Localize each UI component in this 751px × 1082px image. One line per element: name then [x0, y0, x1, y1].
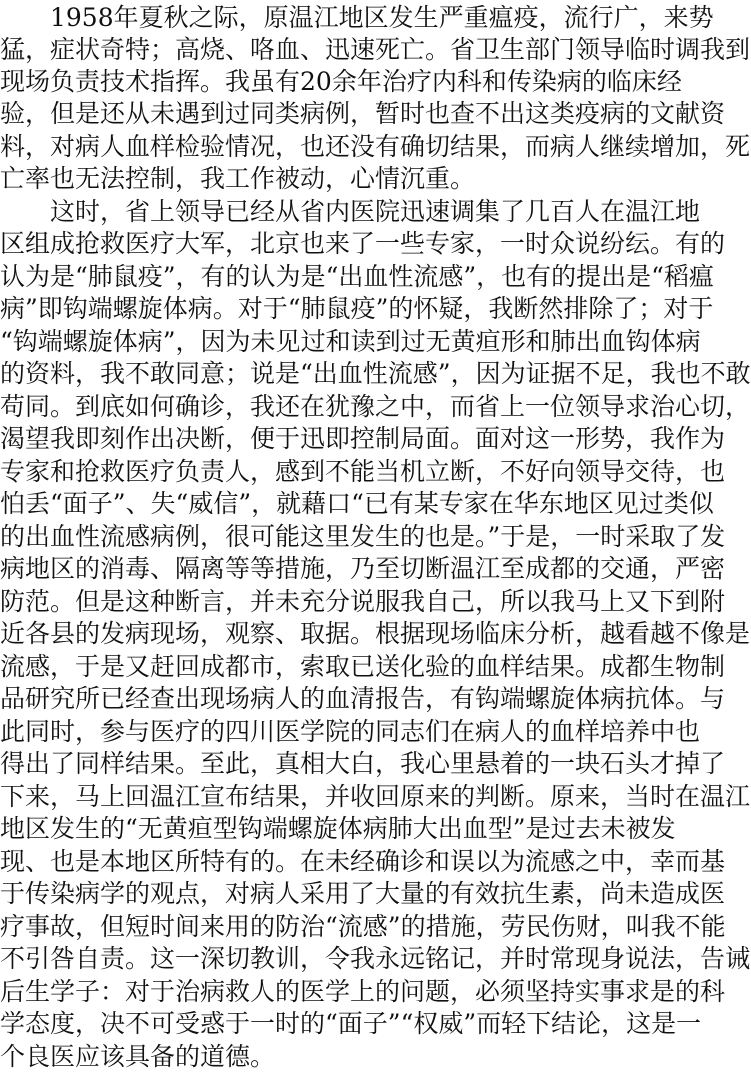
- text-line: 料，对病人血样检验情况，也还没有确切结果，而病人继续增加，死: [0, 132, 751, 161]
- text-line: 这时，省上领导已经从省内医院迅速调集了几百人在温江地: [0, 197, 701, 226]
- text-line: 的资料，我不敢同意；说是“出血性流感”，因为证据不足，我也不敢: [0, 359, 751, 388]
- text-line: 地区发生的“无黄疸型钩端螺旋体病肺大出血型”是过去未被发: [0, 814, 676, 843]
- text-line: 1958年夏秋之际，原温江地区发生严重瘟疫，流行广，来势: [0, 3, 714, 32]
- text-line: 下来，马上回温江宣布结果，并收回原来的判断。原来，当时在温江: [0, 782, 751, 811]
- text-line: 病”即钩端螺旋体病。对于“肺鼠疫”的怀疑，我断然排除了；对于: [0, 294, 714, 323]
- text-line: 个良医应该具备的道德。: [0, 1042, 276, 1071]
- text-line: “钩端螺旋体病”，因为未见过和读到过无黄疸形和肺出血钩体病: [0, 327, 701, 356]
- text-line: 认为是“肺鼠疫”，有的认为是“出血性流感”，也有的提出是“稻瘟: [0, 262, 714, 291]
- text-line: 得出了同样结果。至此，真相大白，我心里悬着的一块石头才掉了: [0, 749, 726, 778]
- text-line: 于传染病学的观点，对病人采用了大量的有效抗生素，尚未造成医: [0, 879, 726, 908]
- text-line: 疗事故，但短时间来用的防治“流感”的措施，劳民伤财，叫我不能: [0, 912, 726, 941]
- text-line: 不引咎自责。这一深切教训，令我永远铭记，并时常现身说法，告诫: [0, 944, 751, 973]
- text-line: 此同时，参与医疗的四川医学院的同志们在病人的血样培养中也: [0, 717, 701, 746]
- text-line: 验，但是还从未遇到过同类病例，暂时也查不出这类疫病的文献资: [0, 99, 726, 128]
- text-line: 病地区的消毒、隔离等等措施，乃至切断温江至成都的交通，严密: [0, 554, 726, 583]
- text-line: 的出血性流感病例，很可能这里发生的也是。”于是，一时采取了发: [0, 522, 726, 551]
- text-line: 专家和抢救医疗负责人，感到不能当机立断，不好向领导交待，也: [0, 457, 726, 486]
- text-line: 渴望我即刻作出决断，便于迅即控制局面。面对这一形势，我作为: [0, 424, 726, 453]
- text-line: 学态度，决不可受惑于一时的“面子”“权威”而轻下结论，这是一: [0, 1009, 702, 1038]
- text-line: 怕丢“面子”、失“威信”，就藉口“已有某专家在华东地区见过类似: [0, 489, 714, 518]
- text-line: 现场负责技术指挥。我虽有20余年治疗内科和传染病的临床经: [0, 67, 682, 96]
- text-line: 流感，于是又赶回成都市，索取已送化验的血样结果。成都生物制: [0, 652, 726, 681]
- text-line: 亡率也无法控制，我工作被动，心情沉重。: [0, 164, 476, 193]
- text-line: 现、也是本地区所特有的。在未经确诊和误以为流感之中，幸而基: [0, 847, 726, 876]
- text-line: 猛，症状奇特；高烧、咯血、迅速死亡。省卫生部门领导临时调我到: [0, 35, 751, 64]
- text-line: 品研究所已经查出现场病人的血清报告，有钩端螺旋体病抗体。与: [0, 684, 726, 713]
- text-line: 区组成抢救医疗大军，北京也来了一些专家，一时众说纷纭。有的: [0, 229, 726, 258]
- text-line: 近各县的发病现场，观察、取据。根据现场临床分析，越看越不像是: [0, 619, 751, 648]
- text-line: 苟同。到底如何确诊，我还在犹豫之中，而省上一位领导求治心切，: [0, 392, 751, 421]
- text-line: 防范。但是这种断言，并未充分说服我自己，所以我马上又下到附: [0, 587, 726, 616]
- text-line: 后生学子：对于治病救人的医学上的问题，必须坚持实事求是的科: [0, 977, 726, 1006]
